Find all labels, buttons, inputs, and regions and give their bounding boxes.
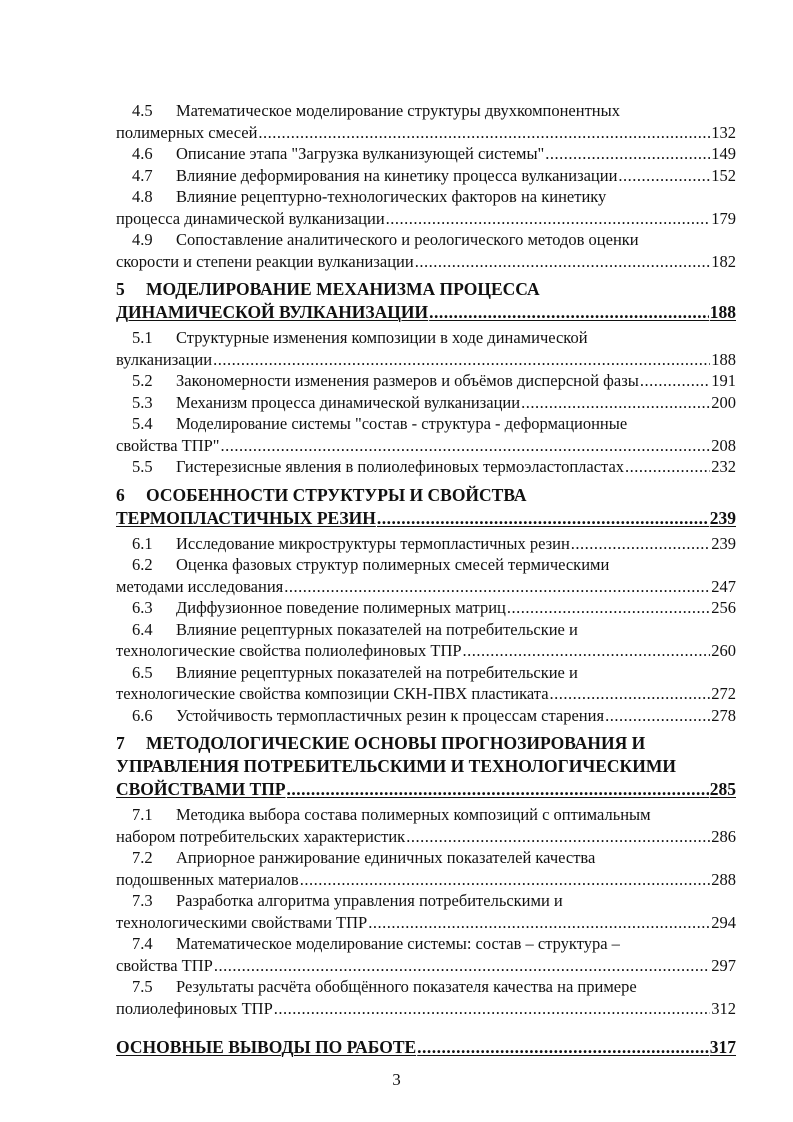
chapter-number: 5 <box>116 279 125 299</box>
page-number-ref: 179 <box>711 208 736 228</box>
section-title: методами исследования <box>116 576 284 596</box>
section-title: полиолефиновых ТПР <box>116 998 273 1018</box>
section-title: Механизм процесса динамической вулканизации <box>176 392 521 412</box>
chapter-title-line-1: МЕТОДОЛОГИЧЕСКИЕ ОСНОВЫ ПРОГНОЗИРОВАНИЯ И <box>146 733 646 753</box>
dot-leader <box>368 912 710 934</box>
section-title: Сопоставление аналитического и реологического методов оценки <box>176 230 639 249</box>
dot-leader <box>415 251 711 273</box>
page-number-ref: 297 <box>711 955 736 975</box>
chapter-title-line-2: ДИНАМИЧЕСКОЙ ВУЛКАНИЗАЦИИ <box>116 302 429 322</box>
dot-leader <box>284 576 710 598</box>
dot-leader <box>463 640 711 662</box>
section-list-chapter-6 <box>116 533 736 727</box>
page-number-ref: 260 <box>711 641 736 660</box>
toc-entry[interactable] <box>116 804 736 847</box>
section-title: вулканизации <box>116 349 213 369</box>
section-title: свойства ТПР" <box>116 435 220 455</box>
toc-entry[interactable] <box>116 705 736 727</box>
dot-leader <box>429 301 709 324</box>
page-number-ref: 182 <box>711 251 736 271</box>
page-number-ref: 232 <box>711 457 736 476</box>
page-number-ref: 278 <box>711 705 736 725</box>
section-title: Моделирование системы "состав - структура - деформационные <box>176 414 628 433</box>
section-title: Методика выбора состава полимерных композиций с оптимальным <box>176 805 651 824</box>
dot-leader <box>521 392 710 414</box>
section-number: 5.1 <box>132 328 153 347</box>
section-title: Влияние деформирования на кинетику процесса вулканизации <box>176 165 618 185</box>
dot-leader <box>274 998 711 1020</box>
page-number-ref: 152 <box>711 165 736 185</box>
dot-leader <box>377 507 709 530</box>
page-number-ref: 288 <box>711 869 736 889</box>
section-title: Структурные изменения композиции в ходе динамической <box>176 328 588 347</box>
dot-leader <box>221 435 711 457</box>
section-title: Оценка фазовых структур полимерных смесей термическими <box>176 555 610 574</box>
section-title: Описание этапа "Загрузка вулканизующей системы" <box>176 144 545 163</box>
chapter-7-entry[interactable] <box>116 732 736 801</box>
toc-entry[interactable] <box>116 100 736 143</box>
section-number: 7.5 <box>132 977 153 996</box>
section-number: 7.1 <box>132 805 153 824</box>
chapter-title-line-3: СВОЙСТВАМИ ТПР <box>116 779 286 799</box>
toc-entry[interactable] <box>116 662 736 705</box>
conclusions-title: ОСНОВНЫЕ ВЫВОДЫ ПО РАБОТЕ <box>116 1037 417 1057</box>
toc-entry[interactable] <box>116 976 736 1019</box>
section-title: Влияние рецептурных показателей на потребительские и <box>176 662 578 682</box>
section-title: технологическими свойствами ТПР <box>116 912 368 932</box>
toc-entry[interactable] <box>116 370 736 392</box>
toc-entry[interactable] <box>116 392 736 414</box>
section-title: Исследование микроструктуры термопластичных резин <box>176 533 570 553</box>
section-title: технологические свойства композиции СКН-ПВХ пластиката <box>116 684 549 703</box>
dot-leader <box>571 533 710 555</box>
page-number-ref: 285 <box>709 779 736 799</box>
section-number: 4.9 <box>132 230 153 249</box>
dot-leader <box>618 165 710 187</box>
page-number-ref: 317 <box>709 1037 736 1057</box>
section-number: 4.5 <box>132 101 153 120</box>
dot-leader <box>545 143 710 165</box>
page-number-ref: 286 <box>711 826 736 846</box>
section-number: 6.2 <box>132 555 153 574</box>
dot-leader <box>625 456 710 478</box>
page-number-ref: 188 <box>711 349 736 369</box>
section-number: 6.6 <box>132 705 153 725</box>
toc-entry[interactable] <box>116 143 736 165</box>
section-list-chapter-5 <box>116 327 736 478</box>
toc-entry[interactable] <box>116 327 736 370</box>
chapter-number: 7 <box>116 733 125 753</box>
section-number: 6.4 <box>132 619 153 639</box>
toc-entry[interactable] <box>116 847 736 890</box>
section-number: 4.8 <box>132 187 153 206</box>
section-title: скорости и степени реакции вулканизации <box>116 251 414 271</box>
section-title: процесса динамической вулканизации <box>116 208 385 228</box>
page-number-ref: 149 <box>711 144 736 163</box>
page-number-ref: 200 <box>711 392 736 412</box>
chapter-title-line-2: УПРАВЛЕНИЯ ПОТРЕБИТЕЛЬСКИМИ И ТЕХНОЛОГИЧЕСКИМИ <box>116 756 676 776</box>
section-title: Гистерезисные явления в полиолефиновых термоэластопластах <box>176 457 625 476</box>
toc-entry[interactable] <box>116 619 736 662</box>
section-title: Закономерности изменения размеров и объёмов дисперсной фазы <box>176 371 639 390</box>
page-number-ref: 247 <box>711 576 736 596</box>
toc-entry[interactable] <box>116 890 736 933</box>
toc-entry[interactable] <box>116 229 736 272</box>
section-title: свойства ТПР <box>116 955 213 975</box>
dot-leader <box>213 349 710 371</box>
page-number-ref: 191 <box>711 371 736 390</box>
dot-leader <box>214 955 710 977</box>
dot-leader <box>300 869 711 891</box>
page-number-ref: 256 <box>711 598 736 617</box>
dot-leader <box>550 683 711 705</box>
chapter-6-entry[interactable] <box>116 484 736 530</box>
section-title: Математическое моделирование структуры двухкомпонентных <box>176 101 620 120</box>
section-title: полимерных смесей <box>116 122 258 142</box>
dot-leader <box>605 705 710 727</box>
section-list-chapter-4 <box>116 100 736 272</box>
section-number: 4.6 <box>132 144 153 163</box>
page-number-ref: 208 <box>711 435 736 455</box>
section-number: 6.1 <box>132 533 153 553</box>
section-number: 7.2 <box>132 848 153 867</box>
chapter-title-line-2: ТЕРМОПЛАСТИЧНЫХ РЕЗИН <box>116 507 376 528</box>
section-title: Устойчивость термопластичных резин к процессам старения <box>176 705 605 725</box>
dot-leader <box>507 597 710 619</box>
dot-leader <box>640 370 710 392</box>
dot-leader <box>417 1036 709 1059</box>
section-number: 7.3 <box>132 891 153 910</box>
page-number-ref: 312 <box>711 998 736 1018</box>
toc-entry[interactable] <box>116 933 736 976</box>
section-title: Математическое моделирование системы: состав – структура – <box>176 934 620 953</box>
page-number-ref: 132 <box>711 122 736 142</box>
section-number: 5.4 <box>132 414 153 433</box>
section-title: Результаты расчёта обобщённого показателя качества на примере <box>176 977 637 996</box>
dot-leader <box>386 208 711 230</box>
section-title: подошвенных материалов <box>116 869 299 889</box>
chapter-title-line-1: МОДЕЛИРОВАНИЕ МЕХАНИЗМА ПРОЦЕССА <box>146 279 540 299</box>
toc-entry[interactable] <box>116 165 736 187</box>
section-number: 6.5 <box>132 662 153 682</box>
toc-entry[interactable] <box>116 533 736 555</box>
chapter-number: 6 <box>116 484 125 505</box>
toc-entry[interactable] <box>116 456 736 478</box>
page-number-ref: 188 <box>709 302 736 322</box>
page-number-ref: 294 <box>711 912 736 932</box>
section-number: 5.2 <box>132 371 153 390</box>
table-of-contents <box>116 100 736 1062</box>
section-title: Влияние рецептурных показателей на потребительские и <box>176 619 578 639</box>
page-number: 3 <box>392 1070 401 1089</box>
toc-entry[interactable] <box>116 554 736 597</box>
page-number-ref: 272 <box>711 684 736 703</box>
section-title: набором потребительских характеристик <box>116 826 406 846</box>
dot-leader <box>258 122 710 144</box>
section-number: 7.4 <box>132 934 153 953</box>
toc-entry[interactable] <box>116 597 736 619</box>
chapter-title-line-1: ОСОБЕННОСТИ СТРУКТУРЫ И СВОЙСТВА <box>146 484 527 505</box>
toc-entry[interactable] <box>116 186 736 229</box>
chapter-5-entry[interactable] <box>116 278 736 324</box>
toc-entry[interactable] <box>116 413 736 456</box>
dot-leader <box>406 826 710 848</box>
page-number-ref: 239 <box>709 507 736 528</box>
page-number-ref: 239 <box>711 533 736 553</box>
section-list-chapter-7 <box>116 804 736 1019</box>
section-number: 5.5 <box>132 457 153 476</box>
dot-leader <box>287 778 709 801</box>
section-title: Разработка алгоритма управления потребительскими и <box>176 891 563 910</box>
section-title: Априорное ранжирование единичных показателей качества <box>176 848 596 867</box>
section-title: Влияние рецептурно-технологических факторов на кинетику <box>176 187 607 206</box>
section-number: 6.3 <box>132 598 153 617</box>
section-number: 4.7 <box>132 165 153 185</box>
section-title: технологические свойства полиолефиновых ТПР <box>116 641 462 660</box>
conclusions-entry[interactable] <box>116 1036 736 1059</box>
section-number: 5.3 <box>132 392 153 412</box>
section-title: Диффузионное поведение полимерных матриц <box>176 598 506 617</box>
